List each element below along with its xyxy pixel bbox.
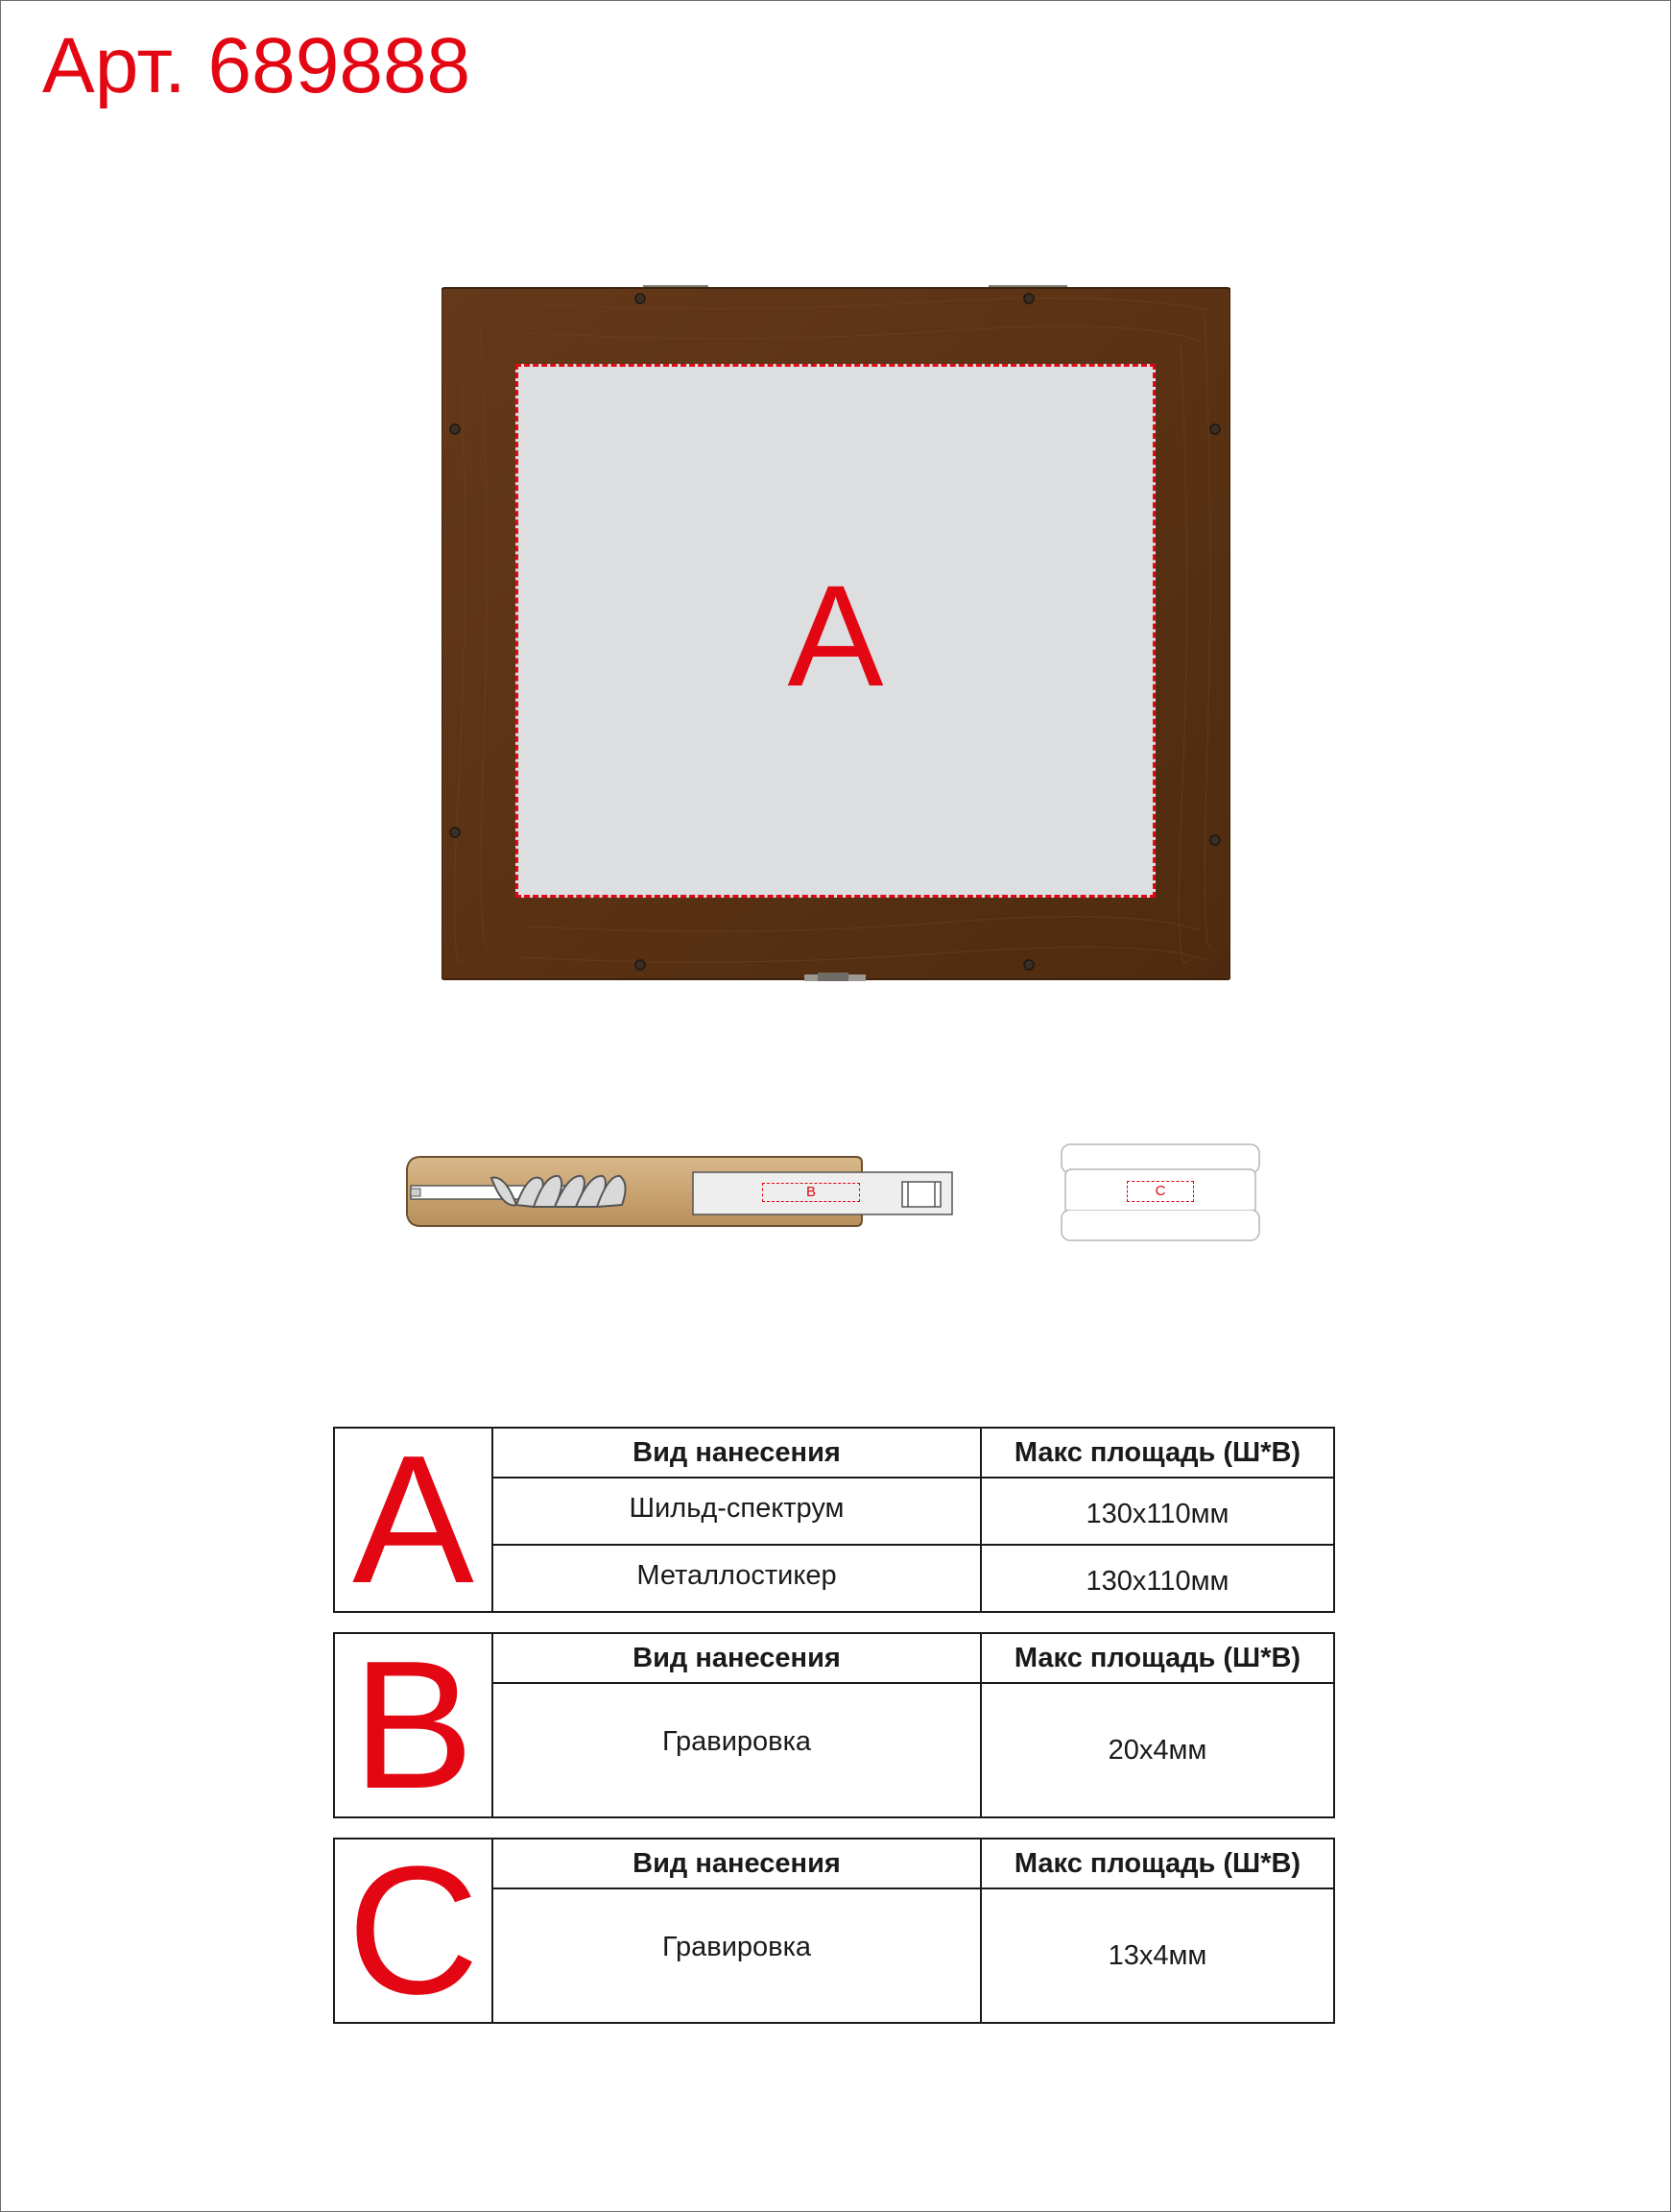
stopper-cap-image (1060, 1142, 1261, 1242)
table-row-area: 130x110мм (1086, 1498, 1229, 1529)
spec-table-a (333, 1418, 1335, 1622)
corkscrew-drawing (403, 1155, 955, 1228)
spec-table-c-letter: C (335, 1839, 493, 2022)
spec-table-b-letter: B (335, 1634, 493, 1816)
corkscrew-spiral (489, 1176, 626, 1207)
spec-table-a-grid (493, 1429, 1333, 1611)
clasp-lock (818, 973, 848, 981)
header-method: Вид нанесения (633, 1642, 841, 1673)
spec-table-b-grid (493, 1634, 1333, 1816)
header-area: Макс площадь (Ш*В) (1014, 1847, 1301, 1879)
header-method: Вид нанесения (633, 1436, 841, 1468)
print-zone-b (762, 1183, 860, 1202)
header-area: Макс площадь (Ш*В) (1014, 1436, 1301, 1468)
table-row-method: Металлостикер (636, 1559, 837, 1591)
table-row-area: 130x110мм (1086, 1565, 1229, 1597)
spec-table-b (333, 1623, 1335, 1827)
zone-a-label: A (787, 555, 884, 716)
cap-bottom (1062, 1210, 1259, 1240)
print-zone-c (1127, 1181, 1194, 1202)
wooden-box-image (442, 285, 1230, 981)
header-method: Вид нанесения (633, 1847, 841, 1879)
table-row-method: Шильд-спектрум (629, 1492, 845, 1524)
table-row-area: 20x4мм (1108, 1734, 1207, 1766)
corkscrew-image (403, 1155, 955, 1228)
print-zone-a (515, 364, 1156, 898)
zone-c-label: C (1155, 1183, 1166, 1199)
zone-b-label: B (805, 1184, 816, 1200)
spec-table-a-letter: A (335, 1429, 493, 1611)
article-title: Арт. 689888 (42, 22, 471, 109)
spec-table-c (333, 1829, 1335, 2032)
table-row-area: 13x4мм (1108, 1939, 1207, 1971)
spec-table-c-grid (493, 1839, 1333, 2022)
table-row-method: Гравировка (661, 1931, 812, 1962)
table-row-method: Гравировка (661, 1725, 812, 1757)
header-area: Макс площадь (Ш*В) (1014, 1642, 1301, 1673)
